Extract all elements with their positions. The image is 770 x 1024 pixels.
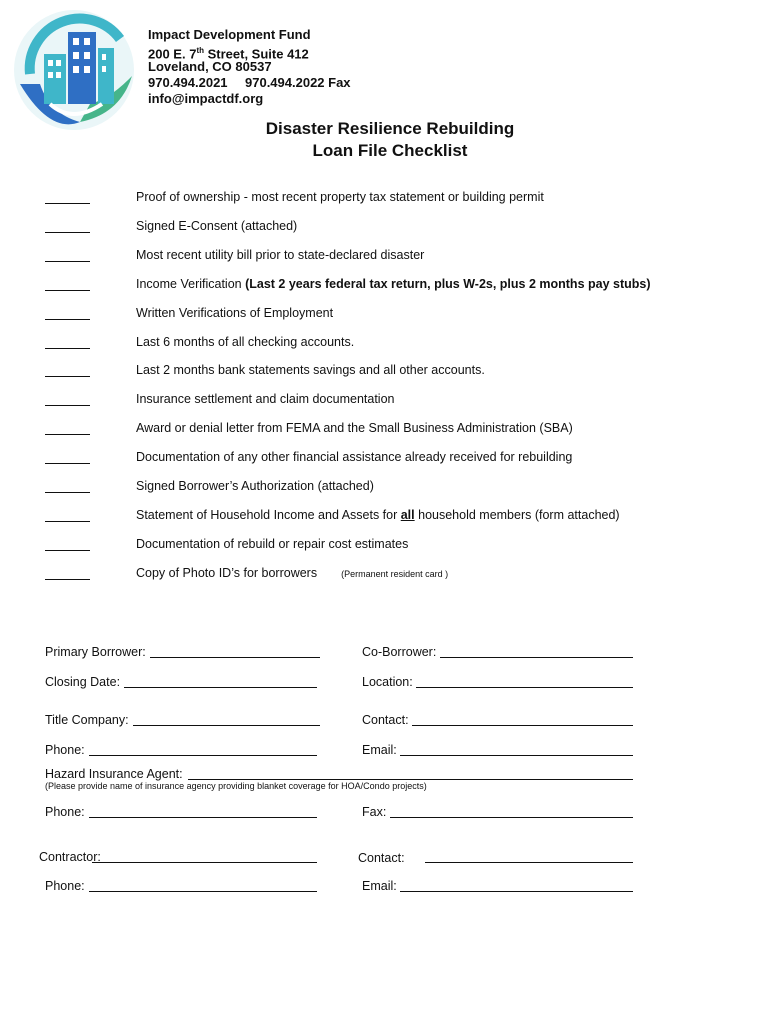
contact-field[interactable]: [412, 725, 633, 726]
checklist-blank[interactable]: [45, 550, 90, 551]
agent-phone-label: Phone:: [45, 805, 85, 819]
closing-date-label: Closing Date:: [45, 675, 121, 689]
contractor-label: Contractor:: [39, 850, 101, 864]
phone-field[interactable]: [89, 755, 317, 756]
primary-borrower-field[interactable]: [150, 657, 320, 658]
checklist-item: Signed E-Consent (attached): [136, 219, 298, 233]
checklist-blank[interactable]: [45, 348, 90, 349]
email-label: Email:: [362, 743, 397, 757]
checklist-blank[interactable]: [45, 463, 90, 464]
checklist-item: Documentation of any other financial assistance already received for rebuilding: [136, 450, 573, 464]
checklist-blank[interactable]: [45, 203, 90, 204]
org-email: info@impactdf.org: [148, 91, 264, 106]
hazard-agent-field[interactable]: [188, 779, 633, 780]
checklist-item: Most recent utility bill prior to state-declared disaster: [136, 248, 425, 262]
checklist-item: Last 6 months of all checking accounts.: [136, 335, 355, 349]
contractor-contact-field[interactable]: [425, 862, 633, 863]
checklist-blank[interactable]: [45, 232, 90, 233]
agent-fax-field[interactable]: [390, 817, 633, 818]
page-subtitle: Loan File Checklist: [312, 141, 468, 160]
contractor-field[interactable]: [92, 862, 317, 863]
org-name: Impact Development Fund: [148, 27, 311, 42]
checklist-item: Award or denial letter from FEMA and the Small Business Administration (SBA): [136, 421, 573, 435]
checklist-item: Documentation of rebuild or repair cost estimates: [136, 537, 409, 551]
contractor-email-field[interactable]: [400, 891, 633, 892]
page-title: Disaster Resilience Rebuilding: [265, 119, 515, 138]
agent-phone-field[interactable]: [89, 817, 317, 818]
checklist-blank[interactable]: [45, 521, 90, 522]
location-label: Location:: [362, 675, 413, 689]
checklist-item: Income Verification (Last 2 years federal tax return, plus W-2s, plus 2 months pay stubs): [136, 277, 651, 291]
contractor-phone-field[interactable]: [89, 891, 317, 892]
contractor-email-label: Email:: [362, 879, 397, 893]
checklist-item: Insurance settlement and claim documentation: [136, 392, 395, 406]
checklist-item: Copy of Photo ID’s for borrowers (Permanent resident card ): [136, 566, 449, 580]
contractor-phone-label: Phone:: [45, 879, 85, 893]
checklist-blank[interactable]: [45, 405, 90, 406]
location-field[interactable]: [416, 687, 633, 688]
checklist-item: Proof of ownership - most recent property tax statement or building permit: [136, 190, 544, 204]
closing-date-field[interactable]: [124, 687, 317, 688]
checklist-item-emphasis: all: [400, 508, 415, 522]
checklist-blank[interactable]: [45, 319, 90, 320]
checklist-blank[interactable]: [45, 492, 90, 493]
hazard-agent-note: (Please provide name of insurance agency providing blanket coverage for HOA/Condo projects): [45, 781, 427, 791]
co-borrower-field[interactable]: [440, 657, 633, 658]
contractor-contact-label: Contact:: [358, 851, 405, 865]
email-field[interactable]: [400, 755, 633, 756]
agent-fax-label: Fax:: [362, 805, 387, 819]
phone-label: Phone:: [45, 743, 85, 757]
org-street: 200 E. 7th Street, Suite 412: [148, 46, 309, 62]
checklist-item: Last 2 months bank statements savings and all other accounts.: [136, 363, 485, 377]
checklist-blank[interactable]: [45, 579, 90, 580]
checklist-item-note: (Permanent resident card ): [341, 569, 449, 579]
checklist-item: Written Verifications of Employment: [136, 306, 334, 320]
checklist-item: Statement of Household Income and Assets for all household members (form attached): [136, 508, 620, 522]
checklist-blank[interactable]: [45, 261, 90, 262]
org-fax: 970.494.2022 Fax: [245, 75, 351, 90]
contact-label: Contact:: [362, 713, 409, 727]
checklist-item-emphasis: (Last 2 years federal tax return, plus W-2s, plus 2 months pay stubs): [245, 277, 651, 291]
checklist-blank[interactable]: [45, 376, 90, 377]
checklist-blank[interactable]: [45, 290, 90, 291]
title-company-label: Title Company:: [45, 713, 129, 727]
org-phone: 970.494.2021: [148, 75, 228, 90]
org-city: Loveland, CO 80537: [148, 59, 272, 74]
hazard-agent-label: Hazard Insurance Agent:: [45, 767, 183, 781]
title-company-field[interactable]: [133, 725, 320, 726]
checklist-blank[interactable]: [45, 434, 90, 435]
co-borrower-label: Co-Borrower:: [362, 645, 437, 659]
primary-borrower-label: Primary Borrower:: [45, 645, 146, 659]
checklist-item: Signed Borrower’s Authorization (attached): [136, 479, 374, 493]
